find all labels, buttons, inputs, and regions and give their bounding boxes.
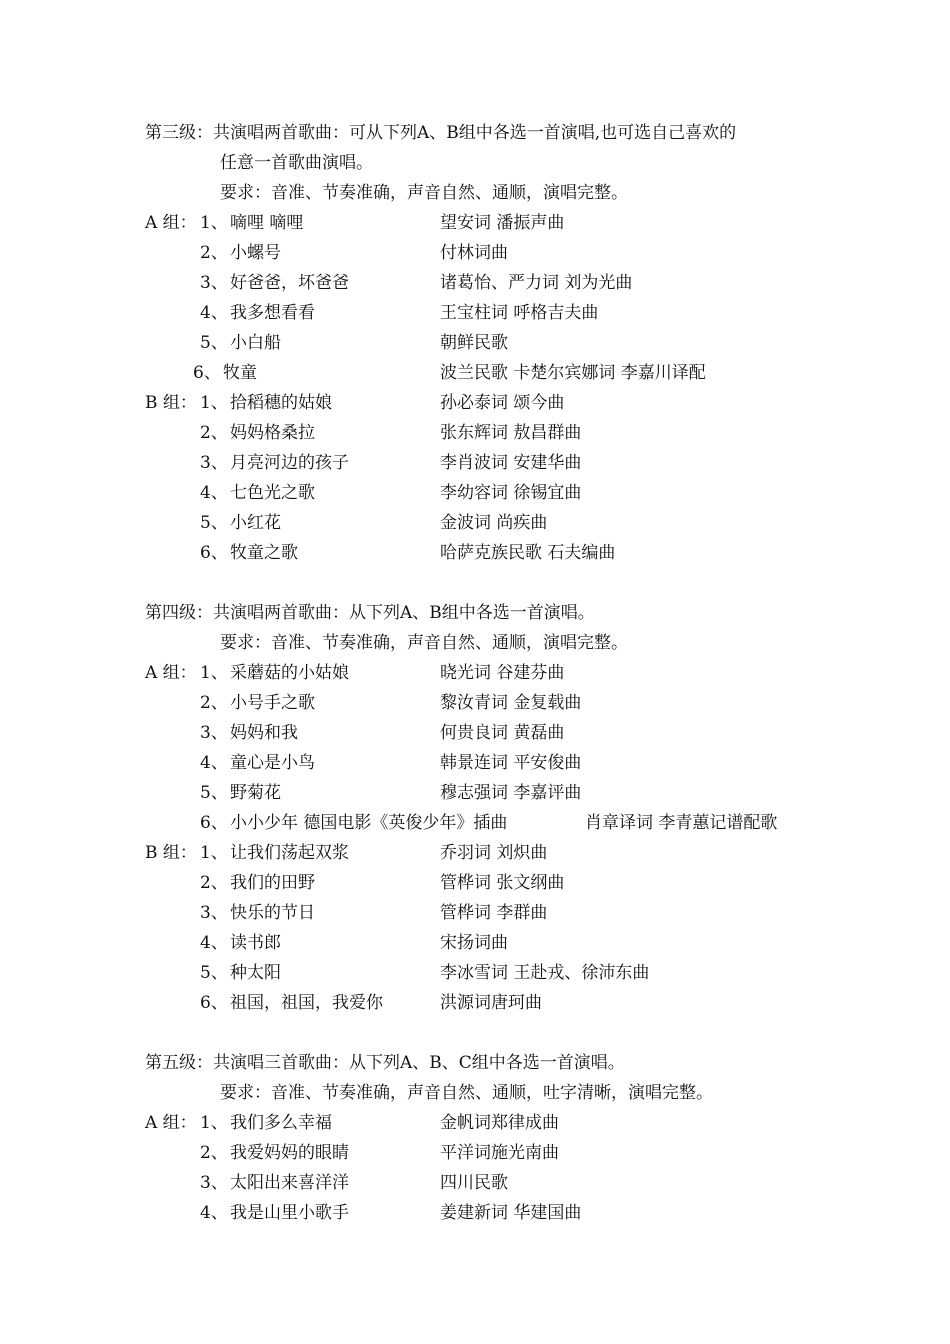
song-title: 小螺号 [230,243,281,263]
song-number: 1、 [200,393,228,413]
song-number: 2、 [200,693,228,713]
section-heading-continued [0,148,950,178]
song-credits: 肖章译词 李青蕙记谱配歌 [585,813,778,833]
song-number: 3、 [200,723,228,743]
song-number: 1、 [200,213,228,233]
song-number: 5、 [200,783,228,803]
song-entry [0,1198,950,1228]
song-credits: 哈萨克族民歌 石夫编曲 [440,543,616,563]
song-entry [0,808,950,838]
song-credits: 付林词曲 [440,243,508,263]
song-title: 小号手之歌 [230,693,315,713]
song-title: 拾稻穗的姑娘 [230,393,332,413]
song-number: 3、 [200,1173,228,1193]
song-title: 让我们荡起双浆 [230,843,349,863]
section-requirement [0,1078,950,1108]
song-title: 小小少年 德国电影《英俊少年》插曲 [230,813,508,833]
song-entry [0,418,950,448]
song-number: 3、 [200,903,228,923]
heading-text: 第五级：共演唱三首歌曲：从下列A、B、C组中各选一首演唱。 [145,1053,625,1073]
song-credits: 宋扬词曲 [440,933,508,953]
section-requirement [0,628,950,658]
heading-text: 第四级：共演唱两首歌曲：从下列A、B组中各选一首演唱。 [145,603,595,623]
group-label: B 组： [145,393,197,413]
song-number: 3、 [200,273,228,293]
song-credits: 何贵良词 黄磊曲 [440,723,565,743]
song-number: 1、 [200,1113,228,1133]
requirement-text: 要求：音准、节奏准确，声音自然、通顺，吐字清晰，演唱完整。 [220,1083,713,1103]
song-credits: 李肖波词 安建华曲 [440,453,582,473]
song-title: 我爱妈妈的眼睛 [230,1143,349,1163]
song-credits: 望安词 潘振声曲 [440,213,565,233]
song-credits: 孙必泰词 颂今曲 [440,393,565,413]
song-credits: 张东辉词 敖昌群曲 [440,423,582,443]
song-credits: 晓光词 谷建芬曲 [440,663,565,683]
group-label: A 组： [145,213,197,233]
song-entry [0,208,950,238]
section-heading [0,1048,950,1078]
song-credits: 乔羽词 刘炽曲 [440,843,548,863]
section-heading [0,598,950,628]
song-credits: 管桦词 李群曲 [440,903,548,923]
song-number: 6、 [200,543,228,563]
song-number: 5、 [200,963,228,983]
song-title: 月亮河边的孩子 [230,453,349,473]
song-credits: 洪源词唐珂曲 [440,993,542,1013]
song-number: 4、 [200,303,228,323]
song-credits: 四川民歌 [440,1173,508,1193]
song-entry [0,238,950,268]
section-heading [0,118,950,148]
song-credits: 李冰雪词 王赴戎、徐沛东曲 [440,963,650,983]
heading-text: 第三级：共演唱两首歌曲：可从下列A、B组中各选一首演唱,也可选自己喜欢的 [145,123,737,143]
song-title: 采蘑菇的小姑娘 [230,663,349,683]
song-title: 妈妈和我 [230,723,298,743]
group-label: A 组： [145,663,197,683]
requirement-text: 要求：音准、节奏准确，声音自然、通顺，演唱完整。 [220,633,628,653]
song-title: 好爸爸，坏爸爸 [230,273,349,293]
song-credits: 波兰民歌 卡楚尔宾娜词 李嘉川译配 [440,363,706,383]
song-entry [0,448,950,478]
song-title: 小红花 [230,513,281,533]
song-entry [0,478,950,508]
song-title: 我们的田野 [230,873,315,893]
song-credits: 王宝柱词 呼格吉夫曲 [440,303,599,323]
song-credits: 金帆词郑律成曲 [440,1113,559,1133]
song-entry [0,298,950,328]
song-title: 太阳出来喜洋洋 [230,1173,349,1193]
song-number: 6、 [200,813,228,833]
song-title: 我多想看看 [230,303,315,323]
song-title: 牧童之歌 [230,543,298,563]
song-number: 6、 [200,993,228,1013]
song-number: 2、 [200,873,228,893]
song-entry [0,1138,950,1168]
song-number: 2、 [200,1143,228,1163]
song-title: 读书郎 [230,933,281,953]
song-number: 2、 [200,423,228,443]
song-entry [0,1108,950,1138]
song-title: 嘀哩 嘀哩 [230,213,304,233]
song-entry [0,928,950,958]
song-entry [0,538,950,568]
song-title: 我们多么幸福 [230,1113,332,1133]
song-entry [0,658,950,688]
song-credits: 朝鲜民歌 [440,333,508,353]
song-entry [0,898,950,928]
song-title: 七色光之歌 [230,483,315,503]
song-number: 4、 [200,933,228,953]
song-entry [0,328,950,358]
song-credits: 诸葛怡、严力词 刘为光曲 [440,273,633,293]
song-title: 野菊花 [230,783,281,803]
song-title: 种太阳 [230,963,281,983]
song-entry [0,868,950,898]
song-title: 牧童 [223,363,257,383]
song-entry [0,718,950,748]
song-entry [0,688,950,718]
song-entry [0,388,950,418]
song-entry [0,1168,950,1198]
song-number: 1、 [200,663,228,683]
song-credits: 韩景连词 平安俊曲 [440,753,582,773]
song-title: 童心是小鸟 [230,753,315,773]
song-number: 1、 [200,843,228,863]
song-credits: 姜建新词 华建国曲 [440,1203,582,1223]
song-credits: 管桦词 张文纲曲 [440,873,565,893]
group-label: B 组： [145,843,197,863]
song-credits: 平洋词施光南曲 [440,1143,559,1163]
song-entry [0,748,950,778]
song-credits: 穆志强词 李嘉评曲 [440,783,582,803]
song-credits: 金波词 尚疾曲 [440,513,548,533]
song-title: 妈妈格桑拉 [230,423,315,443]
song-title: 祖国，祖国，我爱你 [230,993,383,1013]
heading-text: 任意一首歌曲演唱。 [220,153,373,173]
song-number: 3、 [200,453,228,473]
song-number: 4、 [200,483,228,503]
section-requirement [0,178,950,208]
song-number: 4、 [200,753,228,773]
song-number: 5、 [200,333,228,353]
song-entry [0,958,950,988]
song-entry [0,508,950,538]
song-number: 5、 [200,513,228,533]
song-credits: 李幼容词 徐锡宜曲 [440,483,582,503]
song-entry [0,268,950,298]
song-entry [0,778,950,808]
song-title: 我是山里小歌手 [230,1203,349,1223]
song-number: 4、 [200,1203,228,1223]
song-title: 小白船 [230,333,281,353]
song-entry [0,988,950,1018]
song-entry [0,358,950,388]
song-title: 快乐的节日 [230,903,315,923]
song-number: 2、 [200,243,228,263]
song-credits: 黎汝青词 金复载曲 [440,693,582,713]
group-label: A 组： [145,1113,197,1133]
requirement-text: 要求：音准、节奏准确，声音自然、通顺，演唱完整。 [220,183,628,203]
song-entry [0,838,950,868]
song-number: 6、 [193,363,221,383]
